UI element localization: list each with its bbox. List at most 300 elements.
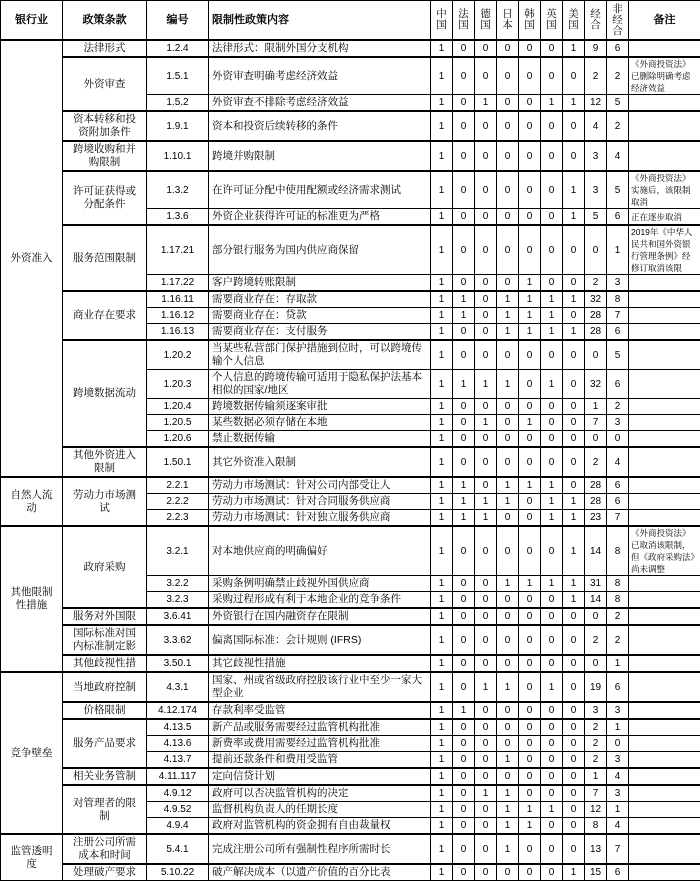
code-cell: 1.16.12 xyxy=(147,308,209,324)
value-cell: 0 xyxy=(453,802,475,818)
value-cell: 0 xyxy=(497,592,519,609)
value-cell: 0 xyxy=(519,768,541,785)
value-cell: 0 xyxy=(519,171,541,209)
code-cell: 1.20.2 xyxy=(147,340,209,370)
value-cell: 0 xyxy=(541,625,563,655)
value-cell: 0 xyxy=(519,785,541,802)
value-cell: 4 xyxy=(607,141,629,171)
value-cell: 0 xyxy=(453,111,475,141)
value-cell: 1 xyxy=(497,308,519,324)
value-cell: 0 xyxy=(453,95,475,112)
group-cell: 处理破产要求 xyxy=(63,864,147,881)
value-cell: 0 xyxy=(519,625,541,655)
code-cell: 3.50.1 xyxy=(147,655,209,672)
group-cell: 商业存在要求 xyxy=(63,291,147,340)
value-cell: 1 xyxy=(497,370,519,399)
value-cell: 1 xyxy=(453,510,475,527)
value-cell: 1 xyxy=(519,308,541,324)
value-cell: 1 xyxy=(563,526,585,576)
value-cell: 0 xyxy=(475,655,497,672)
value-cell: 0 xyxy=(453,141,475,171)
value-cell: 1 xyxy=(541,576,563,592)
value-cell: 0 xyxy=(519,608,541,625)
value-cell: 2 xyxy=(607,111,629,141)
code-cell: 2.2.3 xyxy=(147,510,209,527)
value-cell: 1 xyxy=(607,225,629,275)
policy-table-body xyxy=(1,40,700,881)
policy-header: 政策条款 xyxy=(63,1,147,41)
value-cell: 1 xyxy=(431,431,453,448)
country-header: 美 国 xyxy=(563,1,585,41)
group-cell: 许可证获得或分配条件 xyxy=(63,171,147,225)
table-row xyxy=(1,225,700,275)
content-cell: 外资审查明确考虑经济效益 xyxy=(209,57,431,95)
table-row xyxy=(1,834,700,864)
value-cell: 28 xyxy=(585,308,607,324)
group-cell: 服务产品要求 xyxy=(63,719,147,768)
value-cell: 0 xyxy=(541,57,563,95)
value-cell: 15 xyxy=(585,864,607,881)
remark-header: 备注 xyxy=(629,1,700,41)
code-header: 编号 xyxy=(147,1,209,41)
value-cell: 7 xyxy=(607,308,629,324)
value-cell: 0 xyxy=(563,370,585,399)
code-cell: 4.9.12 xyxy=(147,785,209,802)
value-cell: 0 xyxy=(563,834,585,864)
value-cell: 1 xyxy=(497,494,519,510)
value-cell: 0 xyxy=(475,225,497,275)
value-cell: 0 xyxy=(563,141,585,171)
value-cell: 1 xyxy=(475,672,497,702)
value-cell: 0 xyxy=(475,57,497,95)
value-cell: 0 xyxy=(541,864,563,881)
value-cell: 0 xyxy=(497,736,519,752)
value-cell: 0 xyxy=(475,340,497,370)
value-cell: 1 xyxy=(475,785,497,802)
value-cell: 0 xyxy=(541,275,563,292)
value-cell: 0 xyxy=(453,752,475,769)
value-cell: 3 xyxy=(607,702,629,719)
group-cell: 跨境数据流动 xyxy=(63,340,147,447)
value-cell: 8 xyxy=(585,818,607,835)
content-cell: 存款利率受监管 xyxy=(209,702,431,719)
value-cell: 0 xyxy=(475,768,497,785)
code-cell: 1.5.1 xyxy=(147,57,209,95)
code-cell: 1.10.1 xyxy=(147,141,209,171)
value-cell: 0 xyxy=(519,225,541,275)
value-cell: 1 xyxy=(519,415,541,431)
value-cell: 0 xyxy=(497,95,519,112)
value-cell: 2 xyxy=(585,752,607,769)
remark-cell xyxy=(629,592,700,609)
group-cell: 跨境收购和并购限制 xyxy=(63,141,147,171)
code-cell: 5.4.1 xyxy=(147,834,209,864)
value-cell: 23 xyxy=(585,510,607,527)
value-cell: 1 xyxy=(541,477,563,494)
value-cell: 0 xyxy=(453,655,475,672)
value-cell: 1 xyxy=(431,752,453,769)
country-header: 韩 国 xyxy=(519,1,541,41)
value-cell: 0 xyxy=(585,655,607,672)
section-cell: 竞争壁垒 xyxy=(1,672,63,834)
value-cell: 0 xyxy=(453,57,475,95)
remark-cell xyxy=(629,340,700,370)
remark-cell xyxy=(629,785,700,802)
value-cell: 1 xyxy=(431,324,453,341)
value-cell: 0 xyxy=(563,752,585,769)
value-cell: 0 xyxy=(475,818,497,835)
code-cell: 3.2.2 xyxy=(147,576,209,592)
value-cell: 1 xyxy=(563,95,585,112)
remark-cell xyxy=(629,399,700,415)
value-cell: 0 xyxy=(563,672,585,702)
group-cell: 国际标准对国内标准制定影 xyxy=(63,625,147,655)
table-row xyxy=(1,702,700,719)
code-cell: 1.3.6 xyxy=(147,209,209,226)
value-cell: 8 xyxy=(607,526,629,576)
value-cell: 0 xyxy=(475,324,497,341)
value-cell: 1 xyxy=(431,399,453,415)
value-cell: 0 xyxy=(497,399,519,415)
value-cell: 0 xyxy=(563,655,585,672)
value-cell: 0 xyxy=(563,802,585,818)
value-cell: 0 xyxy=(453,818,475,835)
value-cell: 1 xyxy=(541,324,563,341)
header-row xyxy=(1,1,700,41)
value-cell: 0 xyxy=(541,785,563,802)
remark-cell xyxy=(629,370,700,399)
code-cell: 1.20.5 xyxy=(147,415,209,431)
value-cell: 32 xyxy=(585,370,607,399)
value-cell: 0 xyxy=(497,655,519,672)
remark-cell: 《外商投资法》实施后，该限制取消 xyxy=(629,171,700,209)
value-cell: 0 xyxy=(519,736,541,752)
value-cell: 0 xyxy=(563,719,585,736)
remark-cell xyxy=(629,672,700,702)
value-cell: 1 xyxy=(431,57,453,95)
value-cell: 0 xyxy=(563,702,585,719)
code-cell: 1.20.4 xyxy=(147,399,209,415)
table-row xyxy=(1,785,700,802)
table-row xyxy=(1,291,700,308)
value-cell: 0 xyxy=(497,57,519,95)
value-cell: 0 xyxy=(541,415,563,431)
value-cell: 0 xyxy=(475,719,497,736)
value-cell: 2 xyxy=(585,736,607,752)
table-row xyxy=(1,477,700,494)
value-cell: 1 xyxy=(497,802,519,818)
value-cell: 1 xyxy=(475,95,497,112)
content-cell: 外资银行在国内融资存在限制 xyxy=(209,608,431,625)
remark-cell: 正在逐步取消 xyxy=(629,209,700,226)
value-cell: 0 xyxy=(541,719,563,736)
value-cell: 1 xyxy=(431,308,453,324)
value-cell: 0 xyxy=(563,340,585,370)
value-cell: 8 xyxy=(607,291,629,308)
content-header: 限制性政策内容 xyxy=(209,1,431,41)
value-cell: 1 xyxy=(519,291,541,308)
value-cell: 0 xyxy=(563,818,585,835)
value-cell: 0 xyxy=(453,625,475,655)
value-cell: 0 xyxy=(541,447,563,477)
value-cell: 0 xyxy=(563,308,585,324)
value-cell: 0 xyxy=(519,340,541,370)
value-cell: 0 xyxy=(475,111,497,141)
group-cell: 服务范围限制 xyxy=(63,225,147,291)
value-cell: 7 xyxy=(585,785,607,802)
content-cell: 禁止数据传输 xyxy=(209,431,431,448)
group-cell: 当地政府控制 xyxy=(63,672,147,702)
value-cell: 0 xyxy=(519,494,541,510)
remark-cell xyxy=(629,40,700,57)
code-cell: 2.2.1 xyxy=(147,477,209,494)
remark-cell xyxy=(629,736,700,752)
content-cell: 破产解决成本（以遗产价值的百分比表 xyxy=(209,864,431,881)
value-cell: 0 xyxy=(475,40,497,57)
value-cell: 9 xyxy=(585,40,607,57)
group-cell: 其他外资进入限制 xyxy=(63,447,147,477)
value-cell: 1 xyxy=(497,576,519,592)
value-cell: 0 xyxy=(475,275,497,292)
value-cell: 1 xyxy=(585,399,607,415)
value-cell: 1 xyxy=(431,655,453,672)
value-cell: 0 xyxy=(607,736,629,752)
value-cell: 0 xyxy=(475,802,497,818)
value-cell: 0 xyxy=(563,785,585,802)
value-cell: 0 xyxy=(585,225,607,275)
value-cell: 0 xyxy=(475,834,497,864)
value-cell: 6 xyxy=(607,40,629,57)
value-cell: 0 xyxy=(475,291,497,308)
content-cell: 某些数据必须存储在本地 xyxy=(209,415,431,431)
value-cell: 0 xyxy=(453,399,475,415)
value-cell: 0 xyxy=(519,370,541,399)
value-cell: 1 xyxy=(431,141,453,171)
remark-cell xyxy=(629,818,700,835)
value-cell: 1 xyxy=(431,370,453,399)
value-cell: 0 xyxy=(453,447,475,477)
value-cell: 1 xyxy=(431,477,453,494)
value-cell: 0 xyxy=(563,57,585,95)
value-cell: 1 xyxy=(497,834,519,864)
value-cell: 1 xyxy=(563,40,585,57)
value-cell: 0 xyxy=(563,625,585,655)
value-cell: 0 xyxy=(497,864,519,881)
value-cell: 0 xyxy=(541,209,563,226)
code-cell: 1.16.13 xyxy=(147,324,209,341)
value-cell: 0 xyxy=(475,864,497,881)
value-cell: 7 xyxy=(607,510,629,527)
value-cell: 0 xyxy=(563,111,585,141)
value-cell: 1 xyxy=(431,447,453,477)
value-cell: 0 xyxy=(541,399,563,415)
value-cell: 1 xyxy=(431,719,453,736)
code-cell: 4.13.7 xyxy=(147,752,209,769)
content-cell: 法律形式：限制外国分支机构 xyxy=(209,40,431,57)
value-cell: 3 xyxy=(607,752,629,769)
value-cell: 31 xyxy=(585,576,607,592)
content-cell: 劳动力市场测试：针对公司内部受让人 xyxy=(209,477,431,494)
value-cell: 3 xyxy=(585,702,607,719)
value-cell: 1 xyxy=(431,768,453,785)
value-cell: 3 xyxy=(585,171,607,209)
value-cell: 0 xyxy=(453,415,475,431)
value-cell: 0 xyxy=(563,477,585,494)
content-cell: 提前还款条件和费用受监管 xyxy=(209,752,431,769)
content-cell: 完成注册公司所有强制性程序所需时长 xyxy=(209,834,431,864)
value-cell: 2 xyxy=(585,447,607,477)
value-cell: 1 xyxy=(475,510,497,527)
value-cell: 1 xyxy=(541,95,563,112)
value-cell: 0 xyxy=(541,592,563,609)
code-cell: 5.10.22 xyxy=(147,864,209,881)
value-cell: 8 xyxy=(607,576,629,592)
value-cell: 0 xyxy=(519,40,541,57)
value-cell: 1 xyxy=(475,415,497,431)
value-cell: 1 xyxy=(431,864,453,881)
value-cell: 0 xyxy=(475,171,497,209)
value-cell: 0 xyxy=(519,526,541,576)
group-cell: 政府采购 xyxy=(63,526,147,608)
value-cell: 0 xyxy=(475,447,497,477)
value-cell: 0 xyxy=(541,340,563,370)
value-cell: 0 xyxy=(453,736,475,752)
industry-header: 银行业 xyxy=(1,1,63,41)
value-cell: 0 xyxy=(541,171,563,209)
table-row xyxy=(1,141,700,171)
value-cell: 0 xyxy=(453,719,475,736)
value-cell: 2 xyxy=(585,625,607,655)
value-cell: 0 xyxy=(475,592,497,609)
content-cell: 监督机构负责人的任期长度 xyxy=(209,802,431,818)
value-cell: 1 xyxy=(431,209,453,226)
value-cell: 14 xyxy=(585,592,607,609)
value-cell: 0 xyxy=(453,324,475,341)
remark-cell: 2019年《中华人民共和国外资银行管理条例》经修订取消该限 xyxy=(629,225,700,275)
remark-cell xyxy=(629,275,700,292)
value-cell: 3 xyxy=(607,785,629,802)
value-cell: 1 xyxy=(431,576,453,592)
table-row xyxy=(1,340,700,370)
value-cell: 1 xyxy=(607,655,629,672)
value-cell: 1 xyxy=(431,275,453,292)
code-cell: 1.2.4 xyxy=(147,40,209,57)
value-cell: 0 xyxy=(519,111,541,141)
value-cell: 5 xyxy=(607,340,629,370)
value-cell: 1 xyxy=(563,324,585,341)
value-cell: 0 xyxy=(453,225,475,275)
country-header: 英 国 xyxy=(541,1,563,41)
group-cell: 资本转移和投资附加条件 xyxy=(63,111,147,141)
value-cell: 0 xyxy=(541,834,563,864)
value-cell: 1 xyxy=(497,752,519,769)
value-cell: 1 xyxy=(431,40,453,57)
group-cell: 外资审查 xyxy=(63,57,147,111)
value-cell: 0 xyxy=(585,431,607,448)
value-cell: 4 xyxy=(585,111,607,141)
value-cell: 0 xyxy=(497,719,519,736)
value-cell: 2 xyxy=(607,608,629,625)
value-cell: 1 xyxy=(453,494,475,510)
value-cell: 2 xyxy=(607,57,629,95)
value-cell: 8 xyxy=(607,592,629,609)
remark-cell xyxy=(629,95,700,112)
value-cell: 0 xyxy=(541,818,563,835)
value-cell: 0 xyxy=(519,655,541,672)
value-cell: 1 xyxy=(497,477,519,494)
value-cell: 0 xyxy=(541,225,563,275)
remark-cell xyxy=(629,834,700,864)
code-cell: 4.12.174 xyxy=(147,702,209,719)
group-cell: 服务对外国限 xyxy=(63,608,147,625)
code-cell: 4.3.1 xyxy=(147,672,209,702)
table-row xyxy=(1,40,700,57)
value-cell: 28 xyxy=(585,324,607,341)
remark-cell xyxy=(629,141,700,171)
remark-cell xyxy=(629,111,700,141)
value-cell: 0 xyxy=(453,209,475,226)
content-cell: 外资审查不排除考虑经济效益 xyxy=(209,95,431,112)
value-cell: 1 xyxy=(431,111,453,141)
content-cell: 对本地供应商的明确偏好 xyxy=(209,526,431,576)
value-cell: 0 xyxy=(497,141,519,171)
content-cell: 其它外资准入限制 xyxy=(209,447,431,477)
value-cell: 1 xyxy=(431,494,453,510)
value-cell: 0 xyxy=(541,40,563,57)
value-cell: 0 xyxy=(541,431,563,448)
value-cell: 1 xyxy=(497,785,519,802)
value-cell: 0 xyxy=(475,431,497,448)
content-cell: 个人信息的跨境传输可适用于隐私保护法基本相似的国家/地区 xyxy=(209,370,431,399)
value-cell: 13 xyxy=(585,834,607,864)
value-cell: 0 xyxy=(497,431,519,448)
value-cell: 0 xyxy=(563,608,585,625)
value-cell: 0 xyxy=(475,752,497,769)
group-cell: 对管理者的限制 xyxy=(63,785,147,834)
content-cell: 国家、州或省级政府控股该行业中至少一家大型企业 xyxy=(209,672,431,702)
value-cell: 0 xyxy=(497,768,519,785)
remark-cell xyxy=(629,510,700,527)
value-cell: 0 xyxy=(497,608,519,625)
value-cell: 1 xyxy=(563,864,585,881)
country-header: 德 国 xyxy=(475,1,497,41)
remark-cell xyxy=(629,308,700,324)
value-cell: 0 xyxy=(497,702,519,719)
table-row xyxy=(1,171,700,209)
remark-cell xyxy=(629,324,700,341)
value-cell: 2 xyxy=(607,399,629,415)
table-row xyxy=(1,719,700,736)
content-cell: 定向信贷计划 xyxy=(209,768,431,785)
content-cell: 政府对监管机构的资金拥有自由裁量权 xyxy=(209,818,431,835)
value-cell: 1 xyxy=(475,370,497,399)
value-cell: 19 xyxy=(585,672,607,702)
value-cell: 0 xyxy=(453,171,475,209)
value-cell: 0 xyxy=(541,141,563,171)
remark-cell xyxy=(629,494,700,510)
value-cell: 1 xyxy=(607,802,629,818)
code-cell: 3.3.62 xyxy=(147,625,209,655)
content-cell: 偏离国际标准：会计规则 (IFRS) xyxy=(209,625,431,655)
value-cell: 0 xyxy=(475,526,497,576)
value-cell: 1 xyxy=(475,494,497,510)
value-cell: 1 xyxy=(497,672,519,702)
value-cell: 0 xyxy=(497,340,519,370)
content-cell: 需要商业存在：支付服务 xyxy=(209,324,431,341)
value-cell: 0 xyxy=(453,526,475,576)
value-cell: 0 xyxy=(519,447,541,477)
value-cell: 1 xyxy=(431,736,453,752)
